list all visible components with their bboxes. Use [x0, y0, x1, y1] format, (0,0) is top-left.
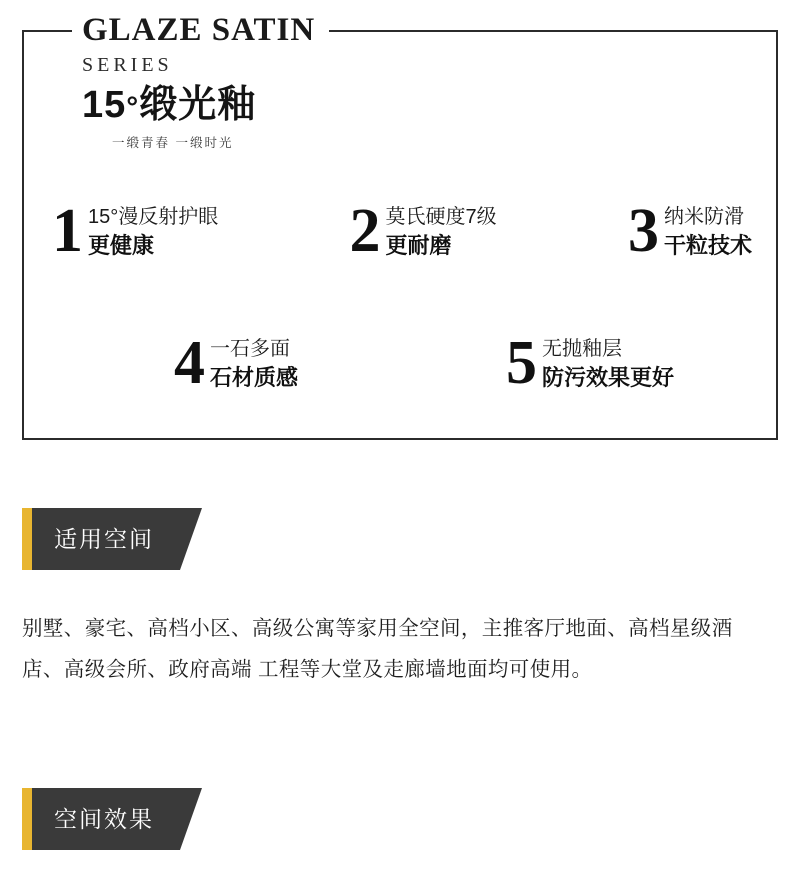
feature-subtitle: 更耐磨 — [385, 233, 452, 258]
feature-title: 纳米防滑 — [663, 206, 744, 228]
feature-text — [386, 200, 497, 260]
section-heading-applicable-space — [22, 508, 180, 570]
brand-english-title: GLAZE SATIN — [82, 12, 316, 48]
brand-angle-value: 15 — [82, 84, 127, 126]
feature-number: 1 — [52, 197, 82, 265]
feature-text — [664, 200, 752, 260]
feature-title: 莫氏硬度7级 — [385, 206, 497, 228]
feature-text — [210, 332, 298, 392]
feature-text — [542, 332, 674, 392]
accent-bar — [22, 788, 32, 850]
feature-subtitle: 干粒技术 — [663, 233, 752, 258]
feature-item — [505, 329, 674, 397]
brand-title-block — [72, 10, 329, 151]
feature-title: 一石多面 — [210, 338, 290, 360]
feature-number: 2 — [349, 197, 380, 265]
feature-item — [174, 329, 299, 397]
feature-number: 5 — [505, 329, 536, 397]
section-heading-space-effect — [22, 788, 180, 850]
section-heading-label: 适用空间 — [32, 508, 180, 570]
feature-item — [52, 197, 219, 265]
applicable-space-paragraph: 别墅、豪宅、高档小区、高级公寓等家用全空间，主推客厅地面、高档星级酒店、高级会所、政府高端 工程等大堂及走廊墙地面均可使用。 — [22, 617, 733, 681]
feature-number: 3 — [627, 197, 658, 265]
feature-item — [349, 197, 497, 265]
feature-item — [627, 197, 752, 265]
feature-subtitle: 石材质感 — [210, 365, 299, 390]
brand-series-label: SERIES — [82, 54, 173, 76]
hero-panel — [22, 12, 778, 440]
brand-chinese-title — [82, 82, 315, 131]
degree-symbol: ° — [126, 91, 140, 124]
feature-subtitle: 更健康 — [88, 233, 155, 258]
feature-title: 15°漫反射护眼 — [88, 206, 219, 228]
brand-tagline: 一缎青春 一缎时光 — [112, 136, 234, 150]
feature-number: 4 — [174, 329, 204, 397]
feature-row-bottom — [174, 329, 674, 397]
feature-title: 无抛釉层 — [541, 338, 622, 360]
feature-subtitle: 防污效果更好 — [541, 365, 674, 390]
section-heading-label: 空间效果 — [32, 788, 180, 850]
accent-bar — [22, 508, 32, 570]
brand-chinese-name: 缎光釉 — [139, 84, 257, 126]
feature-text — [88, 200, 218, 260]
feature-row-top — [52, 197, 752, 265]
